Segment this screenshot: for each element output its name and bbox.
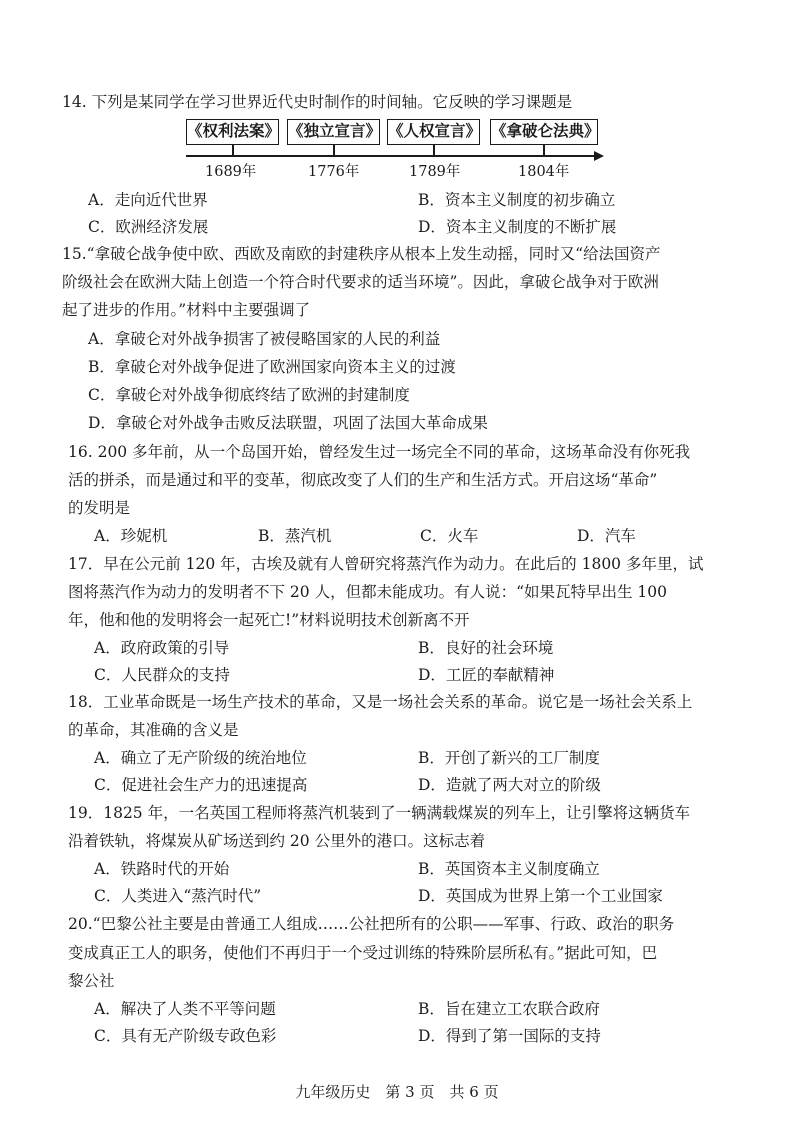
option-c: C．人类进入“蒸汽时代” (94, 887, 262, 905)
timeline-doc-napoleonic-code: 《拿破仑法典》 (490, 119, 598, 145)
option-d: D．拿破仑对外战争击败反法联盟，巩固了法国大革命成果 (88, 414, 488, 432)
question-stem: 变成真正工人的职务，使他们不再归于一个受过训练的特殊阶层所私有。”据此可知，巴 (68, 944, 658, 962)
question-stem: 19．1825 年，一名英国工程师将蒸汽机装到了一辆满载煤炭的列车上，让引擎将这辆货车 (68, 804, 691, 822)
timeline-tick (333, 145, 335, 156)
option-a: A．珍妮机 (94, 527, 168, 545)
option-d: D．造就了两大对立的阶级 (418, 776, 601, 794)
option-a: A．拿破仑对外战争损害了被侵略国家的人民的利益 (88, 330, 441, 348)
timeline-year: 1804年 (518, 164, 570, 180)
option-c: C．促进社会生产力的迅速提高 (94, 776, 308, 794)
timeline-year: 1789年 (409, 164, 461, 180)
option-d: D．得到了第一国际的支持 (418, 1027, 601, 1045)
question-stem: 的革命，其准确的含义是 (68, 721, 239, 739)
question-stem: 图将蒸汽作为动力的发明者不下 20 人，但都未能成功。有人说：“如果瓦特早出生 100 (68, 583, 668, 601)
option-d: D．汽车 (577, 527, 636, 545)
question-stem: 沿着铁轨，将煤炭从矿场送到约 20 公里外的港口。这标志着 (68, 832, 486, 850)
option-a: A．解决了人类不平等问题 (94, 1000, 276, 1018)
question-stem: 17．早在公元前 120 年，古埃及就有人曾研究将蒸汽作为动力。在此后的 1800 多年里，试 (68, 555, 704, 573)
option-a: A．确立了无产阶级的统治地位 (94, 749, 307, 767)
option-c: C．拿破仑对外战争彻底终结了欧洲的封建制度 (88, 386, 410, 404)
timeline-tick (232, 145, 234, 156)
question-stem: 16. 200 多年前，从一个岛国开始，曾经发生过一场完全不同的革命，这场革命没有你死我 (68, 443, 691, 461)
option-b: B．蒸汽机 (258, 527, 332, 545)
timeline-year: 1689年 (205, 164, 257, 180)
option-c: C．欧洲经济发展 (88, 218, 209, 236)
option-b: B．英国资本主义制度确立 (418, 860, 600, 878)
option-a: A．政府政策的引导 (94, 639, 230, 657)
option-b: B．拿破仑对外战争促进了欧洲国家向资本主义的过渡 (88, 358, 456, 376)
option-b: B．资本主义制度的初步确立 (418, 191, 616, 209)
option-c: C．人民群众的支持 (94, 666, 230, 684)
option-d: D．英国成为世界上第一个工业国家 (418, 887, 663, 905)
question-stem: 15.“拿破仑战争使中欧、西欧及南欧的封建秩序从根本上发生动摇，同时又“给法国资产 (62, 245, 661, 263)
question-stem: 活的拼杀，而是通过和平的变革，彻底改变了人们的生产和生活方式。开启这场“革命” (68, 471, 658, 489)
timeline-doc-bill-of-rights: 《权利法案》 (186, 119, 279, 145)
option-b: B．旨在建立工农联合政府 (418, 1000, 600, 1018)
timeline-axis (186, 155, 596, 157)
timeline-arrow-icon (594, 151, 604, 161)
timeline-doc-declaration-of-rights-of-man: 《人权宣言》 (387, 119, 480, 145)
option-b: B．良好的社会环境 (418, 639, 554, 657)
timeline-year: 1776年 (308, 164, 360, 180)
page-footer: 九年级历史 第 3 页 共 6 页 (295, 1083, 499, 1101)
option-a: A．走向近代世界 (88, 191, 208, 209)
option-b: B．开创了新兴的工厂制度 (418, 749, 600, 767)
question-stem: 14. 下列是某同学在学习世界近代史时制作的时间轴。它反映的学习课题是 (62, 93, 573, 111)
question-stem: 年，他和他的发明将会一起死亡!”材料说明技术创新离不开 (68, 611, 470, 629)
question-stem: 20.“巴黎公社主要是由普通工人组成……公社把所有的公职——军事、行政、政治的职务 (68, 915, 675, 933)
option-c: C．具有无产阶级专政色彩 (94, 1027, 277, 1045)
option-c: C．火车 (420, 527, 479, 545)
timeline-tick (433, 145, 435, 156)
option-d: D．工匠的奉献精神 (418, 666, 555, 684)
question-stem: 起了进步的作用。”材料中主要强调了 (62, 301, 311, 319)
question-stem: 阶级社会在欧洲大陆上创造一个符合时代要求的适当环境”。因此，拿破仑战争对于欧洲 (62, 273, 659, 291)
option-d: D．资本主义制度的不断扩展 (418, 218, 617, 236)
timeline-tick (543, 145, 545, 156)
question-stem: 18．工业革命既是一场生产技术的革命，又是一场社会关系的革命。说它是一场社会关系上 (68, 693, 693, 711)
question-stem: 的发明是 (68, 499, 131, 517)
timeline-doc-declaration-of-independence: 《独立宣言》 (287, 119, 380, 145)
option-a: A．铁路时代的开始 (94, 860, 230, 878)
question-stem: 黎公社 (68, 972, 115, 990)
